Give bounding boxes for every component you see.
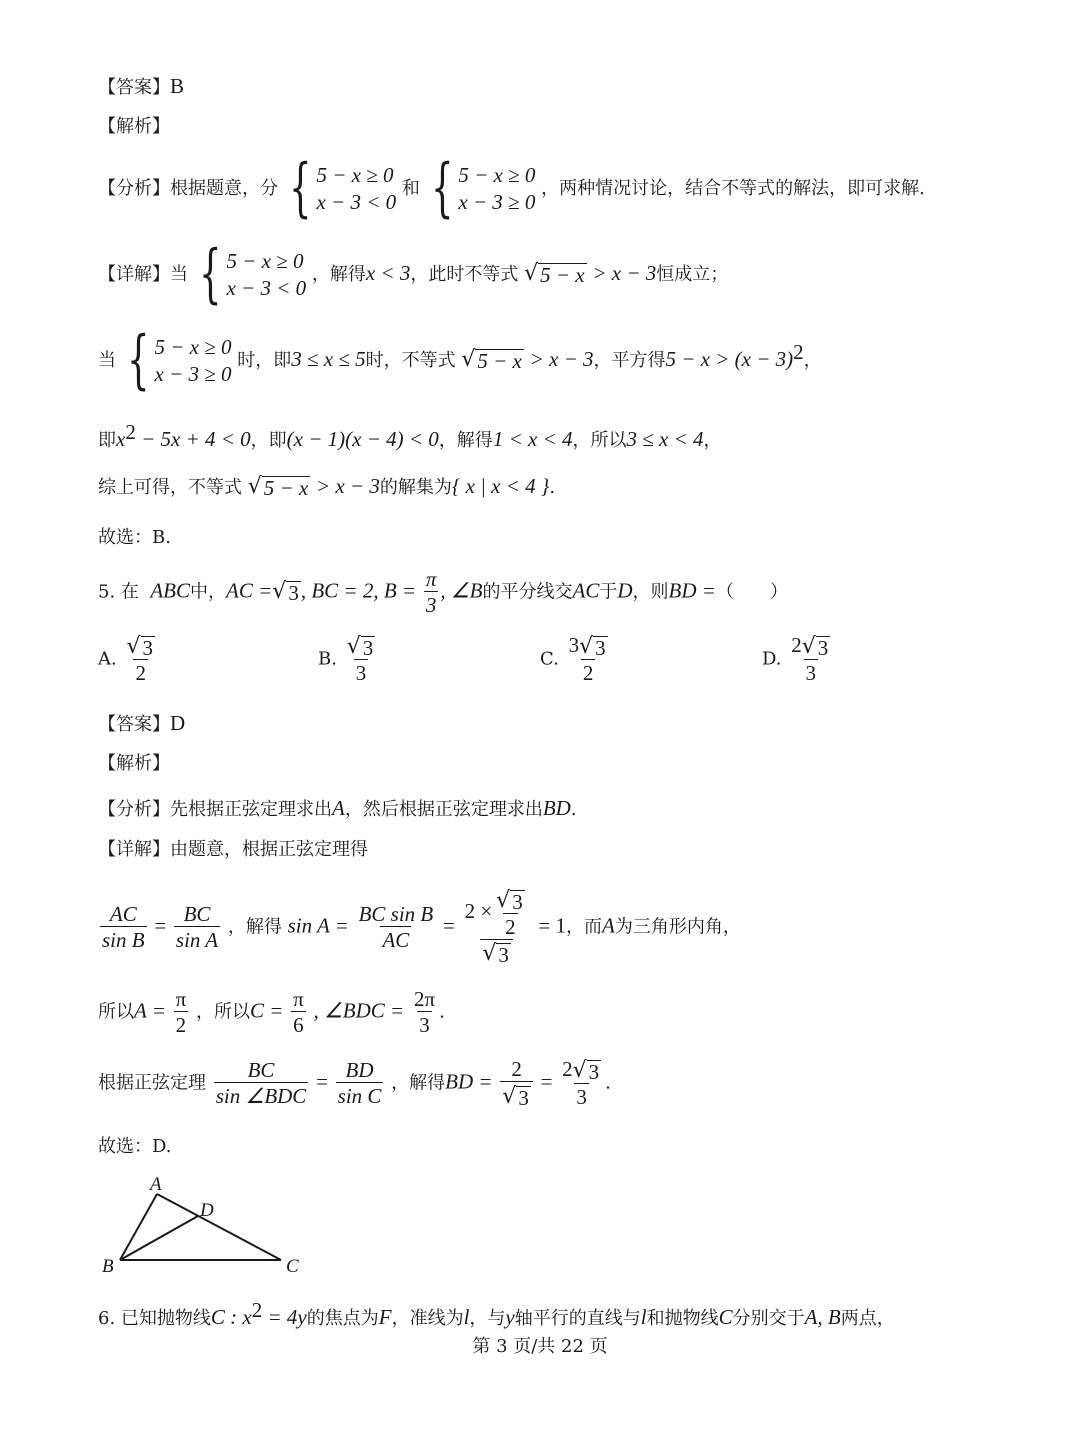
fenxi-line-q5: 【分析】先根据正弦定理求出A，然后根据正弦定理求出BD. (98, 796, 577, 820)
answer-value: B (170, 74, 185, 98)
label-b: B (102, 1256, 114, 1277)
page-footer: 第 3 页/共 22 页 (472, 1336, 608, 1357)
answer-line-prev (98, 76, 184, 97)
fenxi-line-prev: 【分析】根据题意，分 { 5 − x ≥ 0 x − 3 < 0 和 { 5 − x ≥ 0 x − 3 ≥ 0 ，两种情况讨论，结合不等式的解法，即可求解. (98, 151, 925, 225)
label-d: D (200, 1200, 214, 1221)
inequality-system-3: { 5 − x ≥ 0 x − 3 < 0 (198, 237, 307, 311)
answer-tag: 【答案】 (98, 77, 170, 98)
option-d[interactable]: D. 2 √ 3 3 (762, 633, 829, 685)
side-ac (157, 1194, 281, 1260)
analysis-tag-q5: 【解析】 (98, 753, 170, 774)
detail-line-prev: 【详解】当 { 5 − x ≥ 0 x − 3 < 0 ，解得x < 3，此时不等式 √ 5 − x > x − 3恒成立； (98, 237, 729, 311)
label-a: A (150, 1174, 162, 1195)
detail-line-q5: 【详解】由题意，根据正弦定理得 (98, 839, 368, 860)
option-c[interactable]: C. 3 √ 3 2 (540, 633, 606, 685)
case2-line-prev: 当 { 5 − x ≥ 0 x − 3 ≥ 0 时，即3 ≤ x ≤ 5时，不等式 √ 5 − x > x − 3，平方得$5 - x > (x - 3)^2$， (98, 323, 822, 397)
inequality-system-2: { 5 − x ≥ 0 x − 3 ≥ 0 (430, 151, 536, 225)
label-c: C (286, 1256, 299, 1277)
choose-line-prev: 故选：B. (98, 527, 171, 548)
option-a[interactable]: A. √ 3 2 (98, 633, 153, 685)
choose-line-q5: 故选：D. (98, 1136, 172, 1157)
question-6-stem: 6. 已知抛物线C : $x^2 = 4y$的焦点为F，准线为l，与y轴平行的直线与l和抛物线C分别交于A, B两点， (98, 1298, 895, 1329)
expand-line-prev: 即$x^2 - 5x + 4 < 0$，即(x − 1)(x − 4) < 0，解得1 < x < 4，所以3 ≤ x < 4， (98, 420, 722, 451)
angle-results-line: 所以A = $\frac{\pi}{2}$ ，所以C = $\frac{\pi}{6}$ , ∠BDC = $\frac{2\pi}{3}$ . (98, 987, 445, 1038)
sine-law-equation-1: $\frac{AC}{\text{sin B}}$ = $\frac{BC}{\text{sin A}}$ ，解得 sin A = $\frac{\text{BC sin B}}{AC}$ = 2 × √ 3 2 √ 3 = 1，而A为三角形内角， (102, 887, 741, 968)
conclusion-line-prev: 综上可得，不等式 √ 5 − x > x − 3的解集为{ x | x < 4 }. (98, 474, 556, 501)
sqrt-expr: √ 5 − x (524, 261, 585, 288)
inequality-system-4: { 5 − x ≥ 0 x − 3 ≥ 0 (126, 323, 232, 397)
answer-line-q5: 【答案】D (98, 711, 186, 735)
inequality-system-1: { 5 − x ≥ 0 x − 3 < 0 (288, 151, 397, 225)
question-5-stem: 5. 在 ABC中，AC = √ 3 , BC = 2, B = $\frac{\pi}{3}$ , ∠B的平分线交AC于D，则BD =（ ） (98, 567, 788, 618)
analysis-tag-prev: 【解析】 (98, 116, 170, 137)
option-b[interactable]: B. √ 3 3 (318, 633, 374, 685)
sine-law-equation-2: 根据正弦定理 $\frac{BC}{\text{sin ∠BDC}}$ = $\frac{BD}{\text{sin C}}$ ，解得BD = 2 √ 3 = 2 √ 3 3 . (98, 1057, 611, 1110)
triangle-figure (96, 1172, 316, 1284)
